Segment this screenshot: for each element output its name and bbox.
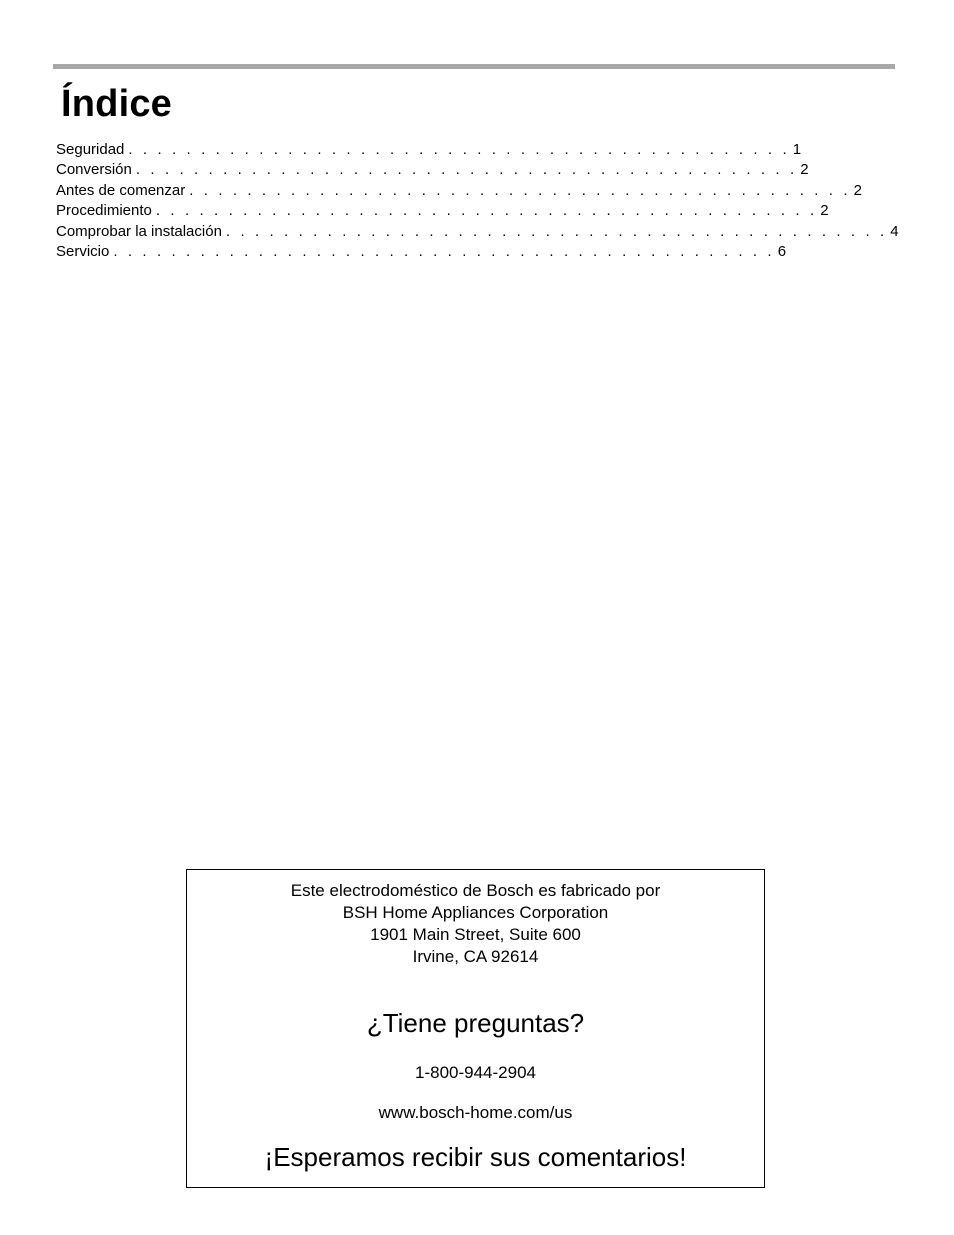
toc-entry-label: Conversión [56,161,132,179]
toc-dot-leader: . . . . . . . . . . . . . . . . . . . . . . . . . . . . . . . . . . . . . . . . . . . . . . [225,222,888,240]
toc-dot-leader: . . . . . . . . . . . . . . . . . . . . . . . . . . . . . . . . . . . . . . . . . . . . . . [113,242,775,260]
table-of-contents [56,140,899,262]
header-rule [53,64,895,69]
toc-entry-page: 4 [890,222,899,240]
toc-entry-label: Servicio [56,242,110,260]
questions-heading: ¿Tiene preguntas? [366,1008,585,1038]
manufacturer-statement: Este electrodoméstico de Bosch es fabricado por [290,881,661,900]
toc-entry-label: Procedimiento [56,202,152,220]
toc-entry-conversion[interactable] [56,160,809,180]
toc-dot-leader: . . . . . . . . . . . . . . . . . . . . . . . . . . . . . . . . . . . . . . . . . . . . . . [189,181,851,199]
manufacturer-name: BSH Home Appliances Corporation [342,903,609,922]
toc-entry-procedimiento[interactable] [56,201,829,221]
toc-entry-page: 2 [800,161,809,179]
toc-entry-label: Comprobar la instalación [56,222,222,240]
toc-entry-comprobar-la-instalacion[interactable] [56,222,899,242]
manufacturer-street: 1901 Main Street, Suite 600 [370,925,581,944]
toc-entry-label: Seguridad [56,141,125,158]
manufacturer-info-box [186,869,765,1188]
toc-entry-page: 6 [777,242,787,260]
website-link[interactable]: www.bosch-home.com/us [378,1103,573,1122]
toc-entry-label: Antes de comenzar [56,181,186,199]
toc-entry-antes-de-comenzar[interactable] [56,181,862,201]
toc-dot-leader: . . . . . . . . . . . . . . . . . . . . . . . . . . . . . . . . . . . . . . . . . . . . . . [135,161,798,179]
toc-entry-page: 1 [792,141,802,158]
toc-entry-page: 2 [853,181,862,199]
toc-entry-servicio[interactable] [56,242,787,262]
manufacturer-city: Irvine, CA 92614 [412,947,539,966]
toc-entry-page: 2 [820,202,829,220]
phone-number[interactable]: 1-800-944-2904 [415,1063,536,1082]
toc-dot-leader: . . . . . . . . . . . . . . . . . . . . . . . . . . . . . . . . . . . . . . . . . . . . . . [155,202,818,220]
page-title: Índice [61,83,173,125]
toc-dot-leader: . . . . . . . . . . . . . . . . . . . . . . . . . . . . . . . . . . . . . . . . . . . . . . [128,141,790,158]
feedback-message: ¡Esperamos recibir sus comentarios! [264,1142,687,1172]
toc-entry-seguridad[interactable] [56,140,802,160]
